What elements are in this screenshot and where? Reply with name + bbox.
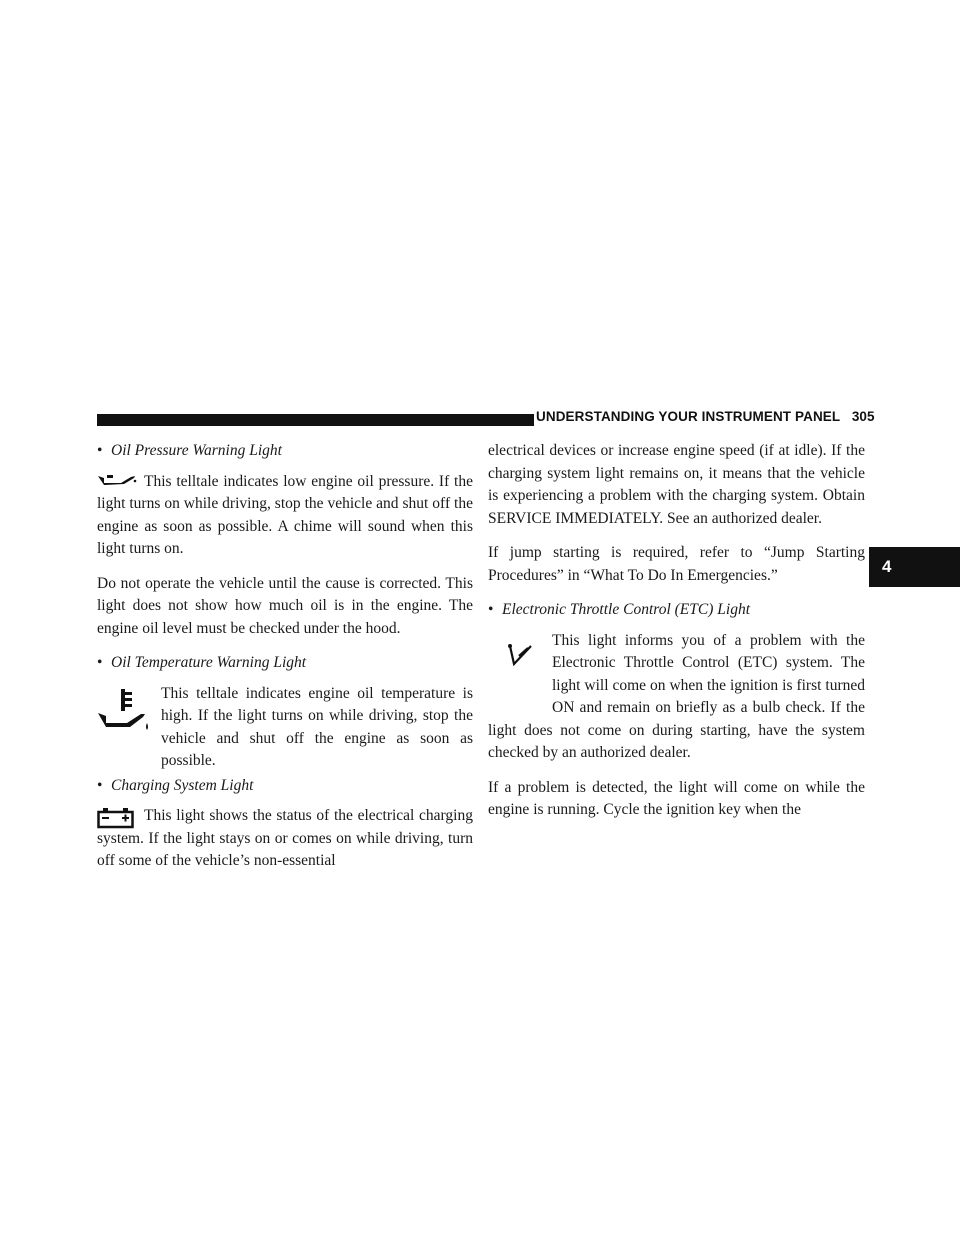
etc-section — [488, 630, 865, 765]
oil-pressure-text-2: Do not operate the vehicle until the cause is corrected. This light does not show how much oil is in the engine. The engine oil level must be checked under the hood. — [97, 574, 473, 637]
battery-icon — [97, 807, 135, 829]
throttle-icon — [506, 642, 536, 668]
oil-temp-section — [97, 683, 473, 775]
charging-text: This light shows the status of the electrical charging system. If the light stays on or comes on while driving, turn off some of the vehicle’s non-essential — [97, 807, 473, 869]
right-column — [488, 440, 865, 834]
running-header — [536, 409, 875, 424]
charging-heading: • Charging System Light — [97, 776, 254, 794]
header-rule — [97, 414, 534, 426]
etc-heading: • Electronic Throttle Control (ETC) Light — [488, 601, 750, 618]
etc-text: This light informs you of a problem with the Electronic Throttle Control (ETC) system. The light will come on when the ignition is first turned ON and remain on briefly as a bulb check. If the light does not come on during starting, have the system checked by an authorized dealer. — [488, 631, 865, 761]
oil-can-icon — [97, 473, 137, 487]
left-column — [97, 440, 473, 885]
oil-pressure-text: This telltale indicates low engine oil pressure. If the light turns on while driving, stop the vehicle and shut off the engine as soon as possible. A chime will sound when this light turns on. — [97, 472, 473, 557]
charging-continued-text: electrical devices or increase engine speed (if at idle). If the charging system light remains on, it means that the vehicle is experiencing a problem with the charging system. Obtain SERVICE IMMEDIATELY. See an authorized dealer. — [488, 442, 865, 527]
oil-temp-heading: • Oil Temperature Warning Light — [97, 654, 307, 671]
oil-pressure-section — [97, 471, 473, 561]
charging-section — [97, 805, 473, 873]
jump-start-text: If jump starting is required, refer to “Jump Starting Procedures” in “What To Do In Emergencies.” — [488, 544, 865, 584]
oil-temp-text: This telltale indicates engine oil temperature is high. If the light turns on while driving, stop the vehicle and shut off the engine as soon as possible. — [161, 684, 473, 769]
oil-pressure-heading: • Oil Pressure Warning Light — [97, 442, 282, 459]
page-number: 305 — [851, 409, 875, 424]
chapter-tab[interactable]: 4 — [869, 547, 960, 587]
oil-temperature-icon — [97, 687, 153, 735]
etc-text-2: If a problem is detected, the light will come on while the engine is running. Cycle the ignition key when the — [488, 778, 865, 818]
header-title: UNDERSTANDING YOUR INSTRUMENT PANEL — [536, 409, 841, 424]
